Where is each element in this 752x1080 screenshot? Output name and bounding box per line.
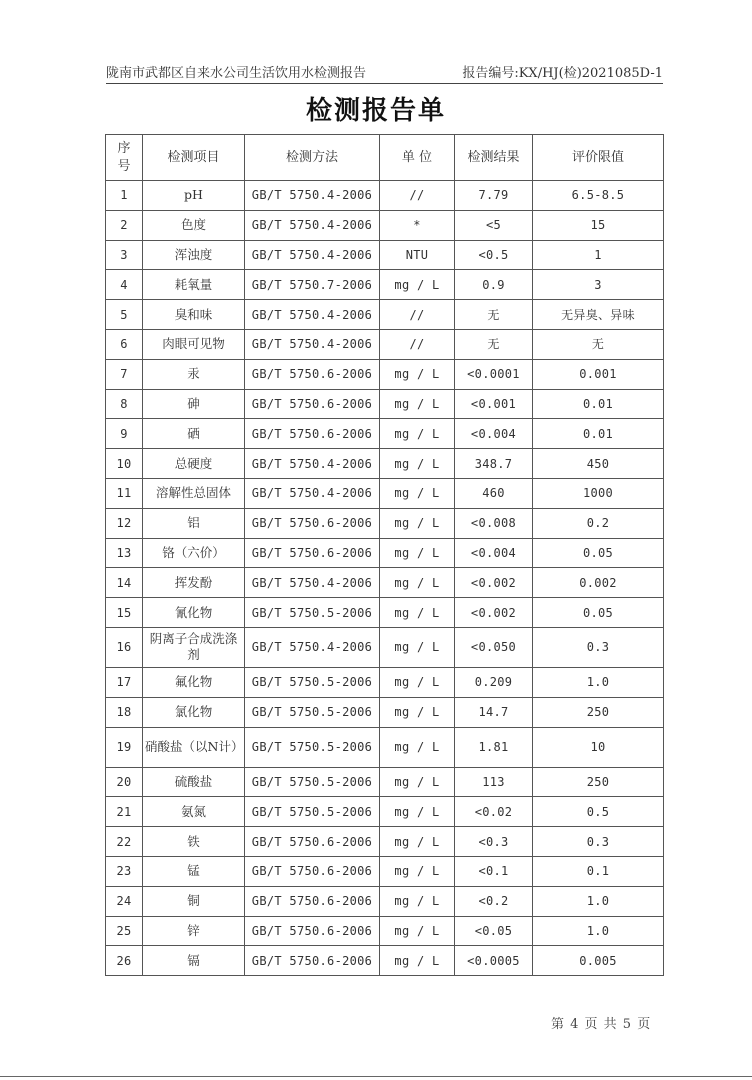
test-method-cell: GB/T 5750.6-2006: [245, 827, 380, 857]
test-method-cell: GB/T 5750.6-2006: [245, 419, 380, 449]
test-method-cell: GB/T 5750.4-2006: [245, 300, 380, 330]
unit-cell: mg / L: [380, 538, 455, 568]
test-result-cell: 460: [455, 478, 533, 508]
limit-value-cell: 0.1: [533, 856, 664, 886]
table-row: [106, 359, 664, 389]
limit-value-cell: 0.002: [533, 568, 664, 598]
test-result-cell: 348.7: [455, 449, 533, 479]
test-item-cell: 砷: [143, 389, 245, 419]
table-row: [106, 389, 664, 419]
test-result-cell: 无: [455, 300, 533, 330]
limit-value-cell: 0.05: [533, 538, 664, 568]
row-number-cell: 21: [106, 797, 143, 827]
unit-cell: mg / L: [380, 389, 455, 419]
limit-value-cell: 1: [533, 240, 664, 270]
row-number-cell: 13: [106, 538, 143, 568]
table-row: [106, 240, 664, 270]
test-result-cell: 0.9: [455, 270, 533, 300]
unit-cell: mg / L: [380, 270, 455, 300]
row-number-cell: 15: [106, 598, 143, 628]
unit-cell: mg / L: [380, 886, 455, 916]
test-item-cell: 臭和味: [143, 300, 245, 330]
unit-cell: mg / L: [380, 767, 455, 797]
row-number-cell: 14: [106, 568, 143, 598]
test-result-cell: <0.0005: [455, 946, 533, 976]
limit-value-cell: 450: [533, 449, 664, 479]
row-number-cell: 7: [106, 359, 143, 389]
unit-cell: mg / L: [380, 359, 455, 389]
test-item-cell: 氟化物: [143, 667, 245, 697]
table-header-row: [106, 135, 664, 181]
unit-cell: mg / L: [380, 667, 455, 697]
table-row: [106, 886, 664, 916]
test-result-cell: <0.004: [455, 419, 533, 449]
unit-cell: NTU: [380, 240, 455, 270]
limit-value-cell: 0.3: [533, 627, 664, 667]
test-results-table: [105, 134, 664, 976]
test-item-cell: 铁: [143, 827, 245, 857]
test-result-cell: 7.79: [455, 181, 533, 211]
row-number-cell: 3: [106, 240, 143, 270]
table-body: [106, 181, 664, 976]
table-row: [106, 697, 664, 727]
test-method-cell: GB/T 5750.5-2006: [245, 697, 380, 727]
test-method-cell: GB/T 5750.5-2006: [245, 727, 380, 767]
test-result-cell: <5: [455, 210, 533, 240]
test-result-cell: <0.002: [455, 598, 533, 628]
table-row: [106, 449, 664, 479]
row-number-cell: 9: [106, 419, 143, 449]
row-number-cell: 11: [106, 478, 143, 508]
report-number: 报告编号:KX/HJ(检)2021085D-1: [462, 66, 663, 81]
test-result-cell: <0.05: [455, 916, 533, 946]
test-item-cell: 锰: [143, 856, 245, 886]
test-item-cell: 镉: [143, 946, 245, 976]
test-method-cell: GB/T 5750.4-2006: [245, 568, 380, 598]
unit-cell: mg / L: [380, 797, 455, 827]
test-item-cell: 铜: [143, 886, 245, 916]
limit-value-cell: 0.3: [533, 827, 664, 857]
test-method-cell: GB/T 5750.4-2006: [245, 210, 380, 240]
row-number-cell: 19: [106, 727, 143, 767]
bottom-divider: [0, 1076, 752, 1077]
table-row: [106, 568, 664, 598]
column-header-no: 序号: [106, 135, 143, 181]
test-item-cell: 溶解性总固体: [143, 478, 245, 508]
test-method-cell: GB/T 5750.6-2006: [245, 359, 380, 389]
header-divider: [106, 83, 663, 84]
row-number-cell: 22: [106, 827, 143, 857]
test-item-cell: 汞: [143, 359, 245, 389]
row-number-cell: 1: [106, 181, 143, 211]
report-header-title: 陇南市武都区自来水公司生活饮用水检测报告: [106, 66, 367, 81]
test-result-cell: <0.002: [455, 568, 533, 598]
limit-value-cell: 无异臭、异味: [533, 300, 664, 330]
table-row: [106, 827, 664, 857]
test-result-cell: <0.02: [455, 797, 533, 827]
unit-cell: mg / L: [380, 946, 455, 976]
test-item-cell: 铬（六价）: [143, 538, 245, 568]
row-number-cell: 12: [106, 508, 143, 538]
test-method-cell: GB/T 5750.5-2006: [245, 767, 380, 797]
unit-cell: mg / L: [380, 508, 455, 538]
row-number-cell: 24: [106, 886, 143, 916]
test-method-cell: GB/T 5750.6-2006: [245, 538, 380, 568]
unit-cell: mg / L: [380, 627, 455, 667]
limit-value-cell: 0.5: [533, 797, 664, 827]
table-row: [106, 210, 664, 240]
test-method-cell: GB/T 5750.5-2006: [245, 797, 380, 827]
table-row: [106, 508, 664, 538]
row-number-cell: 10: [106, 449, 143, 479]
row-number-cell: 25: [106, 916, 143, 946]
table-row: [106, 478, 664, 508]
limit-value-cell: 15: [533, 210, 664, 240]
test-method-cell: GB/T 5750.4-2006: [245, 478, 380, 508]
limit-value-cell: 0.005: [533, 946, 664, 976]
table-row: [106, 727, 664, 767]
limit-value-cell: 0.01: [533, 419, 664, 449]
row-number-cell: 6: [106, 329, 143, 359]
test-item-cell: 浑浊度: [143, 240, 245, 270]
test-method-cell: GB/T 5750.4-2006: [245, 449, 380, 479]
row-number-cell: 20: [106, 767, 143, 797]
table-row: [106, 538, 664, 568]
test-item-cell: 阴离子合成洗涤剂: [143, 627, 245, 667]
table-row: [106, 270, 664, 300]
limit-value-cell: 0.2: [533, 508, 664, 538]
unit-cell: mg / L: [380, 419, 455, 449]
test-result-cell: <0.1: [455, 856, 533, 886]
test-method-cell: GB/T 5750.6-2006: [245, 946, 380, 976]
test-result-cell: 113: [455, 767, 533, 797]
test-result-cell: <0.004: [455, 538, 533, 568]
limit-value-cell: 无: [533, 329, 664, 359]
test-method-cell: GB/T 5750.4-2006: [245, 627, 380, 667]
table-row: [106, 300, 664, 330]
page-title: 检测报告单: [305, 96, 446, 126]
limit-value-cell: 250: [533, 697, 664, 727]
limit-value-cell: 0.05: [533, 598, 664, 628]
table-row: [106, 598, 664, 628]
limit-value-cell: 1.0: [533, 916, 664, 946]
row-number-cell: 2: [106, 210, 143, 240]
test-result-cell: <0.5: [455, 240, 533, 270]
row-number-cell: 4: [106, 270, 143, 300]
unit-cell: mg / L: [380, 827, 455, 857]
column-header-limit: 评价限值: [533, 135, 664, 181]
test-method-cell: GB/T 5750.7-2006: [245, 270, 380, 300]
unit-cell: mg / L: [380, 598, 455, 628]
limit-value-cell: 1.0: [533, 886, 664, 916]
unit-cell: mg / L: [380, 568, 455, 598]
limit-value-cell: 1.0: [533, 667, 664, 697]
row-number-cell: 18: [106, 697, 143, 727]
test-method-cell: GB/T 5750.4-2006: [245, 240, 380, 270]
test-item-cell: 氨氮: [143, 797, 245, 827]
table-row: [106, 767, 664, 797]
test-result-cell: 0.209: [455, 667, 533, 697]
test-result-cell: <0.050: [455, 627, 533, 667]
row-number-cell: 16: [106, 627, 143, 667]
limit-value-cell: 0.01: [533, 389, 664, 419]
unit-cell: mg / L: [380, 478, 455, 508]
limit-value-cell: 0.001: [533, 359, 664, 389]
test-item-cell: 铝: [143, 508, 245, 538]
table-row: [106, 916, 664, 946]
test-result-cell: <0.0001: [455, 359, 533, 389]
test-method-cell: GB/T 5750.4-2006: [245, 181, 380, 211]
column-header-unit: 单 位: [380, 135, 455, 181]
column-header-item: 检测项目: [143, 135, 245, 181]
table-row: [106, 946, 664, 976]
table-row: [106, 419, 664, 449]
unit-cell: mg / L: [380, 916, 455, 946]
limit-value-cell: 6.5-8.5: [533, 181, 664, 211]
table-row: [106, 627, 664, 667]
test-result-cell: <0.3: [455, 827, 533, 857]
test-item-cell: 硝酸盐（以N计）: [143, 727, 245, 767]
test-item-cell: pH: [143, 181, 245, 211]
table-row: [106, 667, 664, 697]
test-method-cell: GB/T 5750.5-2006: [245, 598, 380, 628]
column-header-method: 检测方法: [245, 135, 380, 181]
row-number-cell: 17: [106, 667, 143, 697]
test-method-cell: GB/T 5750.5-2006: [245, 667, 380, 697]
test-item-cell: 色度: [143, 210, 245, 240]
test-item-cell: 总硬度: [143, 449, 245, 479]
unit-cell: //: [380, 181, 455, 211]
unit-cell: mg / L: [380, 449, 455, 479]
page-number: 第 4 页 共 5 页: [551, 1017, 652, 1032]
test-result-cell: <0.008: [455, 508, 533, 538]
column-header-result: 检测结果: [455, 135, 533, 181]
test-method-cell: GB/T 5750.6-2006: [245, 389, 380, 419]
test-method-cell: GB/T 5750.6-2006: [245, 856, 380, 886]
table-row: [106, 329, 664, 359]
unit-cell: mg / L: [380, 856, 455, 886]
test-item-cell: 挥发酚: [143, 568, 245, 598]
row-number-cell: 26: [106, 946, 143, 976]
test-item-cell: 肉眼可见物: [143, 329, 245, 359]
test-method-cell: GB/T 5750.4-2006: [245, 329, 380, 359]
test-result-cell: 1.81: [455, 727, 533, 767]
table-row: [106, 797, 664, 827]
row-number-cell: 5: [106, 300, 143, 330]
limit-value-cell: 3: [533, 270, 664, 300]
limit-value-cell: 250: [533, 767, 664, 797]
table-row: [106, 181, 664, 211]
report-header: [106, 62, 663, 81]
test-item-cell: 硫酸盐: [143, 767, 245, 797]
test-item-cell: 氰化物: [143, 598, 245, 628]
table-row: [106, 856, 664, 886]
row-number-cell: 8: [106, 389, 143, 419]
test-result-cell: <0.001: [455, 389, 533, 419]
test-result-cell: <0.2: [455, 886, 533, 916]
test-method-cell: GB/T 5750.6-2006: [245, 886, 380, 916]
test-result-cell: 14.7: [455, 697, 533, 727]
limit-value-cell: 10: [533, 727, 664, 767]
test-result-cell: 无: [455, 329, 533, 359]
test-method-cell: GB/T 5750.6-2006: [245, 508, 380, 538]
unit-cell: //: [380, 300, 455, 330]
test-method-cell: GB/T 5750.6-2006: [245, 916, 380, 946]
unit-cell: *: [380, 210, 455, 240]
test-item-cell: 锌: [143, 916, 245, 946]
test-item-cell: 耗氧量: [143, 270, 245, 300]
unit-cell: //: [380, 329, 455, 359]
limit-value-cell: 1000: [533, 478, 664, 508]
test-item-cell: 硒: [143, 419, 245, 449]
unit-cell: mg / L: [380, 727, 455, 767]
unit-cell: mg / L: [380, 697, 455, 727]
row-number-cell: 23: [106, 856, 143, 886]
test-item-cell: 氯化物: [143, 697, 245, 727]
